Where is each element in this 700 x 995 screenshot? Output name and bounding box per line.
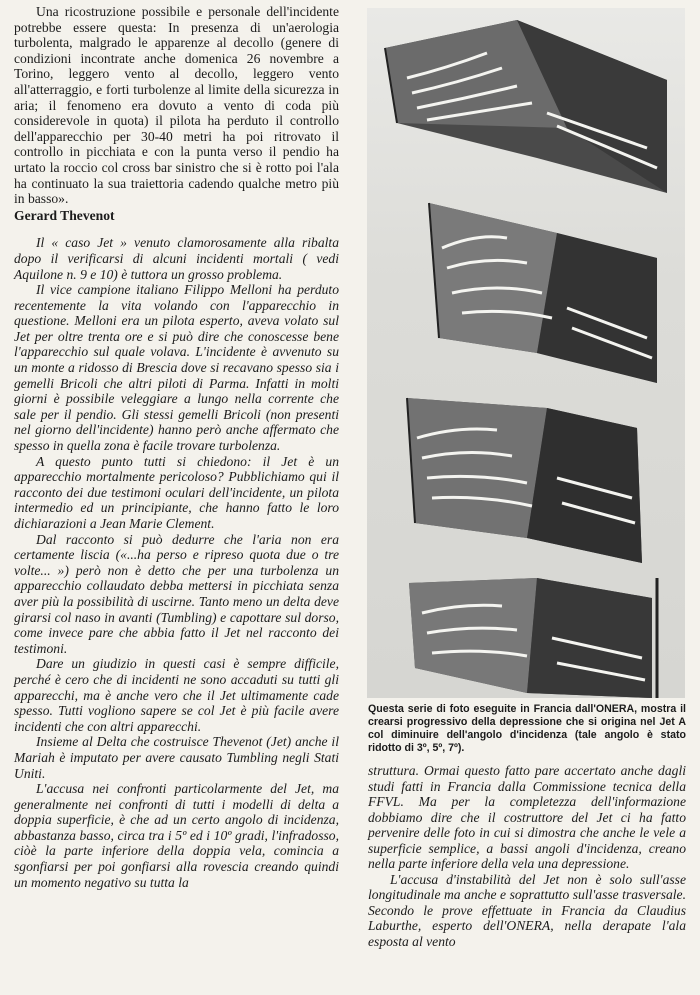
article-paragraph-5: Dare un giudizio in questi casi è sempre difficile, perché è cero che di incidenti ne sono accaduti su tutti gli apparecchi, ma è anche vero che il Jet ultimamente cade spesso. Tutti vogliono sapere se col Jet è più facile avere incidenti che con altri apparecchi. <box>14 656 339 734</box>
right-paragraph-2: L'accusa d'instabilità del Jet non è solo sull'asse longitudinale ma anche e soprattutto sull'asse trasversale. Secondo le prove effettuate in Francia da Claudius Laburthe, esperto dell'ONERA, nella derapate l'ala esposta al vento <box>368 871 686 949</box>
right-column <box>368 763 686 949</box>
intro-paragraph: Una ricostruzione possibile e personale dell'incidente potrebbe essere questa: In presenza di un'aerologia turbolenta, malgrado le apparenze al decollo (genere di condizioni incontrate anche domenica 26 novembre a Torino, leggero vento al decollo, leggero vento all'atterraggio, e forti turbolenze al limite della sicurezza in aria; il fenomeno era dovuto a vento di coda più considerevole in quota) il pilota ha perduto il controllo dell'apparecchio per 30-40 metri ha poi ritrovato il controllo in picchiata e con la punta verso il pendio ha urtato la roccio col cross bar sinistro che si è rotto poi l'ala ha continuato la sua traiettoria cadendo qualche metro più in basso». <box>14 4 339 207</box>
right-paragraph-1: struttura. Ormai questo fatto pare accertato anche dagli studi fatti in Francia dalla Commissione tecnica della FFVL. Ma per la completezza dell'informazione dobbiamo dire che il costruttore del Jet ci ha fatto pervenire delle foto in cui si dimostra che anche le vele a superficie semplice, a bassi angoli d'incidenza, creano nella parte inferiore della vela una depressione. <box>368 763 686 871</box>
wing-photo-3 <box>407 398 642 563</box>
article-paragraph-2: Il vice campione italiano Filippo Melloni ha perduto recentemente la vita volando con l'apparecchio in questione. Melloni era un pilota esperto, aveva volato sul Jet per oltre trenta ore e si può dire che conoscesse bene l'apparecchio sul quale volava. L'incidente è avvenuto su un monte a ridosso di Brescia dove si recavano spesso sia i gemelli Bricoli che altri piloti di Parma. Infatti in molti giorni è possibile veleggiare a lungo nella corrente che sale per il pendio. Gli stessi gemelli Bricoli (non presenti nel giorno dell'incidente) hanno però anche affermato che spesso in quella zona è facile trovare turbolenza. <box>14 282 339 454</box>
article-paragraph-7: L'accusa nei confronti particolarmente del Jet, ma generalmente nei confronti di tutti i modelli di delta a doppia superficie, è che ad un certo angolo di incidenza, abbastanza basso, circa tra i 5º ed i 10º gradi, l'infradosso, ciòè la parte inferiore della doppia vela, comincia a sgonfiarsi per poi gonfiarsi alla rovescia creando quindi un momento negativo su tutta la <box>14 781 339 890</box>
wing-photo-2 <box>429 203 657 383</box>
article-paragraph-3: A questo punto tutti si chiedono: il Jet è un apparecchio mortalmente pericoloso? Pubblichiamo qui il racconto dei due testimoni oculari dell'incidente, un pilota intermedio ed un principiante, che hanno fatto le loro dichiarazioni a Jean Marie Clement. <box>14 453 339 531</box>
article-paragraph-4: Dal racconto si può dedurre che l'aria non era certamente liscia («...ha perso e ripreso quota due o tre volte... ») però non è detto che per una turbolenza un apparecchio collaudato debba mettersi in picchiata senza aver più la possibilità di uscirne. Tanto meno un delta deve girarsi col naso in avanti (Tumbling) e capottare sul dorso, come invece pare che abbia fatto il Jet nel racconto dei testimoni. <box>14 531 339 656</box>
article-paragraph-1: Il « caso Jet » venuto clamorosamente alla ribalta dopo il verificarsi di alcuni incidenti mortali ( vedi Aquilone n. 9 e 10) è tuttora un grosso problema. <box>14 235 339 282</box>
wing-photo-4 <box>409 578 657 698</box>
wing-photo-1 <box>385 20 667 193</box>
photo-caption: Questa serie di foto eseguite in Francia dall'ONERA, mostra il crearsi progressivo della depressione che si origina nel Jet A col diminuire dell'angolo d'incidenza (tale angolo è stato ridotto di 3º, 5º, 7º). <box>368 703 686 754</box>
author-signature: Gerard Thevenot <box>14 207 115 223</box>
left-column <box>14 4 339 890</box>
article-paragraph-6: Insieme al Delta che costruisce Thevenot (Jet) anche il Mariah è imputato per avere causato Tumbling negli Stati Uniti. <box>14 734 339 781</box>
wing-photo-series <box>367 8 685 698</box>
wing-photo-illustration <box>367 8 685 698</box>
